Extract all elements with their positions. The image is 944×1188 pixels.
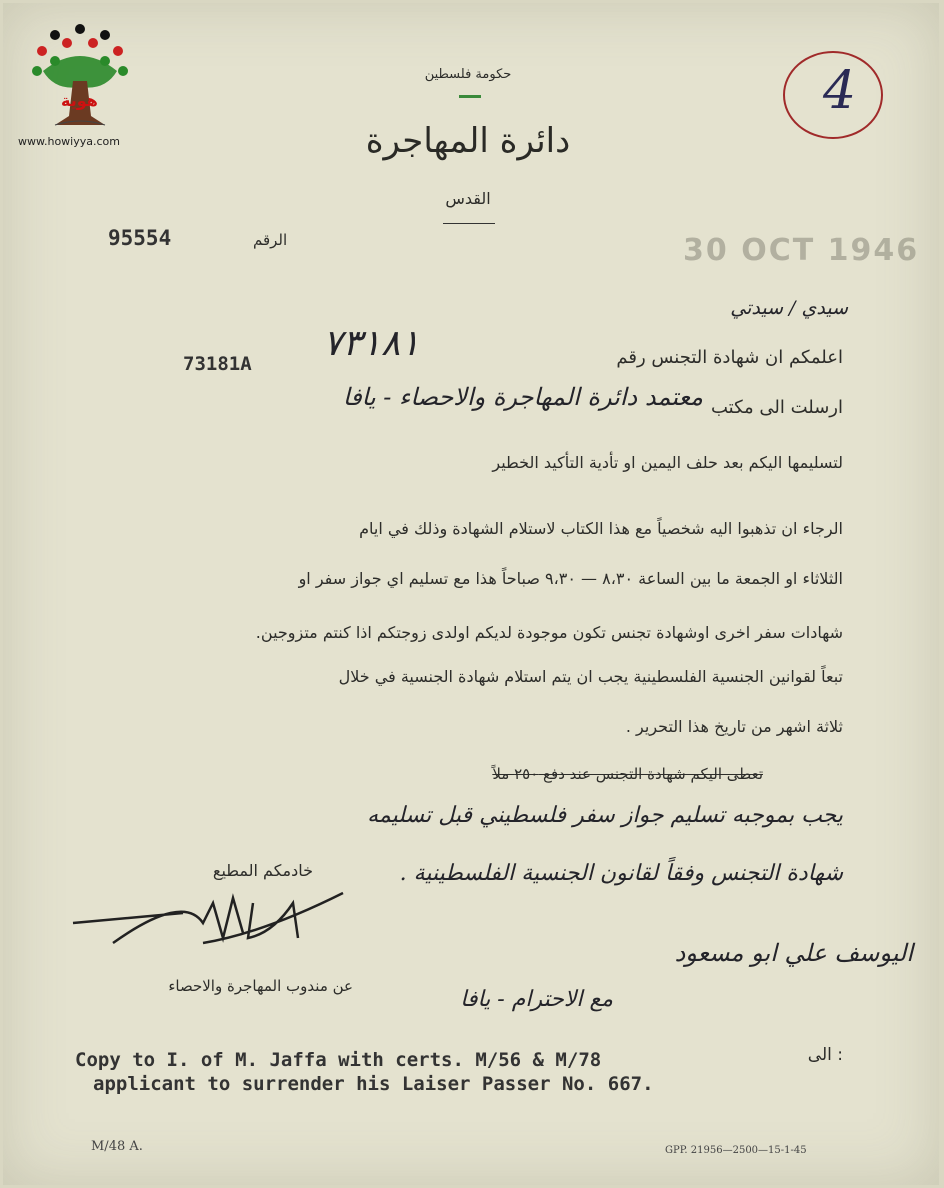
handwritten-note-4: مع الاحترام - يافا	[460, 987, 613, 1012]
howiyya-logo	[25, 21, 135, 136]
closing-phrase: خادمكم المطيع	[212, 861, 313, 880]
number-label: الرقم	[253, 231, 288, 249]
green-dash	[459, 95, 481, 98]
handwritten-note-2: شهادة التجنس وفقاً لقانون الجنسية الفلسطينية .	[399, 861, 843, 886]
paragraph-1-line-2: الثلاثاء او الجمعة ما بين الساعة ٨،٣٠ — ٩،٣٠ صباحاً هذا مع تسليم اي جواز سفر او	[298, 569, 843, 588]
signature-title: عن مندوب المهاجرة والاحصاء	[168, 977, 353, 995]
form-number: M/48 A.	[91, 1139, 143, 1154]
paragraph-1-line-1: الرجاء ان تذهبوا اليه شخصياً مع هذا الكتاب لاستلام الشهادة وذلك في ايام	[359, 519, 843, 538]
paragraph-2-line-1: تبعاً لقوانين الجنسية الفلسطينية يجب ان يتم استلام شهادة الجنسية في خلال	[338, 667, 843, 686]
logo-site: www.howiyya.com	[18, 135, 120, 148]
certificate-sentence: اعلمكم ان شهادة التجنس رقم	[616, 347, 843, 368]
certificate-number-typed: 73181A	[183, 353, 252, 375]
city-underline	[443, 223, 495, 224]
handwritten-note-1: يجب بموجبه تسليم جواز سفر فلسطيني قبل تسليمه	[367, 803, 843, 828]
government-heading: حكومة فلسطين	[424, 67, 512, 82]
copy-line-2: applicant to surrender his Laiser Passer No. 667.	[93, 1073, 654, 1095]
reference-number: 95554	[108, 226, 172, 250]
sent-to-label: ارسلت الى مكتب	[710, 397, 843, 418]
department-title: دائرة المهاجرة	[365, 121, 571, 161]
certificate-number-handwritten: ٧٣١٨١	[323, 323, 420, 364]
document-page	[3, 3, 939, 1185]
oath-sentence: لتسليمها اليكم بعد حلف اليمين او تأدية التأكيد الخطير	[492, 453, 843, 472]
signature-mark	[63, 883, 363, 963]
paragraph-1-line-3: شهادات سفر اخرى اوشهادة تجنس تكون موجودة لديكم اولدى زوجتكم اذا كنتم متزوجين.	[255, 623, 843, 642]
page-number: 4	[823, 61, 857, 121]
salutation: سيدي / سيدتي	[730, 297, 848, 319]
date-stamp: 30 OCT 1946	[683, 233, 920, 268]
city-heading: القدس	[445, 189, 491, 208]
logo-wordmark: هوية	[61, 91, 98, 110]
copy-line-1: Copy to I. of M. Jaffa with certs. M/56 & M/78	[75, 1049, 602, 1071]
struck-fee-line: تعطى اليكم شهادة التجنس عند دفع ٢٥٠ ملاً	[492, 765, 763, 783]
printer-code: GPP. 21956—2500—15-1-45	[665, 1145, 807, 1156]
copy-to-label: : الى	[807, 1045, 843, 1065]
tree-people-icon	[25, 21, 135, 131]
paragraph-2-line-2: ثلاثة اشهر من تاريخ هذا التحرير .	[625, 717, 843, 736]
office-handwritten: معتمد دائرة المهاجرة والاحصاء - يافا	[342, 383, 703, 411]
handwritten-note-3: اليوسف علي ابو مسعود	[674, 939, 913, 967]
